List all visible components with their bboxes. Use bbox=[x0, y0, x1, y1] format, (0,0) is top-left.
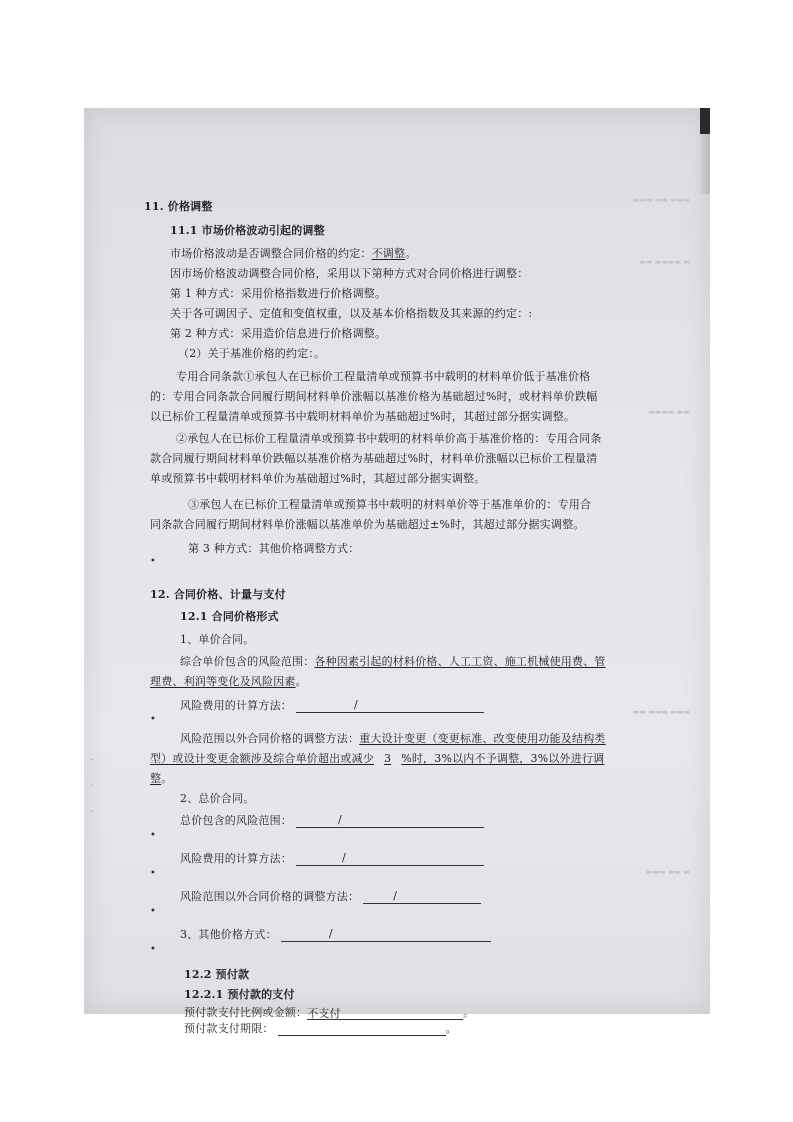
prepay-period-dot: 。 bbox=[445, 1022, 457, 1035]
total-risk-scope-label: 总价包含的风险范围： bbox=[180, 814, 292, 827]
slash-mark: / bbox=[338, 813, 342, 826]
unit-adjust-suffix: 。 bbox=[161, 772, 173, 785]
total-price-contract: 2、总价合同。 bbox=[180, 792, 255, 805]
section-11-1-title: 11.1 市场价格波动引起的调整 bbox=[170, 224, 325, 237]
document-photo bbox=[84, 108, 710, 1035]
method-1: 第 1 种方式：采用价格指数进行价格调整。 bbox=[170, 287, 387, 300]
base-price-agreement: （2）关于基准价格的约定：。 bbox=[178, 347, 326, 360]
total-risk-fee-blank bbox=[296, 853, 484, 866]
clause-3-line-2: 同条款合同履行期间材料单价涨幅以基准单价为基础超过±%时，其超过部分据实调整。 bbox=[150, 518, 585, 531]
method-2: 第 2 种方式：采用造价信息进行价格调整。 bbox=[170, 327, 387, 340]
section-12-2-title: 12.2 预付款 bbox=[184, 968, 250, 981]
other-price-method bbox=[180, 926, 491, 942]
prepay-period bbox=[184, 1020, 457, 1036]
bullet-dot: • bbox=[150, 830, 156, 841]
bleed-through: ▬▬▬ ▬▬ ▬▬▬ bbox=[632, 196, 690, 204]
clause-1-line-2: 的：专用合同条款合同履行期间材料单价涨幅以基准价格为基础超过%时，或材料单价跌幅 bbox=[150, 390, 598, 403]
slash-mark: / bbox=[393, 889, 398, 902]
unit-adjust-line-3 bbox=[150, 770, 172, 786]
prepay-period-blank bbox=[278, 1023, 446, 1036]
clause-1-line-1: 专用合同条款①承包人在已标价工程量清单或预算书中载明的材料单价低于基准价格 bbox=[176, 370, 591, 383]
clause-1-line-3: 以已标价工程量清单或预算书中载明材料单价为基础超过%时，其超过部分据实调整。 bbox=[150, 410, 576, 423]
bleed-through: ▬▬▬ ▬▬ ▬ bbox=[645, 868, 690, 876]
unit-risk-fee-label: 风险费用的计算方法： bbox=[180, 699, 292, 712]
unit-adjust-value-end: 整 bbox=[150, 772, 162, 785]
photo-edge-gradient bbox=[700, 134, 710, 194]
prepay-ratio-blank bbox=[307, 1007, 463, 1020]
total-risk-scope bbox=[180, 812, 484, 828]
total-adjust-label: 风险范围以外合同价格的调整方法： bbox=[180, 890, 360, 903]
unit-adjust-value-rest: %时，3%以内不予调整，3%以外进行调 bbox=[401, 752, 605, 765]
prepay-ratio-value: 不支付 bbox=[307, 1007, 341, 1020]
method-3: 第 3 种方式：其他价格调整方式： bbox=[188, 542, 360, 555]
clause-2-line-1: ②承包人在已标价工程量清单或预算书中载明的材料单价高于基准价格的：专用合同条 bbox=[176, 432, 602, 445]
unit-risk-scope-value-cont: 理费、利润等变化及风险因素 bbox=[150, 675, 296, 688]
section-11-title: 11. 价格调整 bbox=[144, 200, 213, 213]
section-12-2-1-title: 12.2.1 预付款的支付 bbox=[184, 988, 295, 1001]
bullet-dot: • bbox=[150, 714, 156, 725]
binding-holes: · · · bbox=[90, 755, 94, 818]
bullet-dot: • bbox=[150, 944, 156, 955]
prepay-period-label: 预付款支付期限： bbox=[184, 1022, 274, 1035]
bleed-through: ▬▬ ▬▬▬▬ ▬ bbox=[639, 258, 690, 266]
agreement-label: 市场价格波动是否调整合同价格的约定： bbox=[170, 247, 372, 260]
unit-adjust-line-1 bbox=[180, 730, 606, 746]
section-12-title: 12. 合同价格、计量与支付 bbox=[150, 588, 286, 601]
bullet-dot: • bbox=[150, 906, 156, 917]
unit-adjust-percent: 3 bbox=[384, 752, 392, 765]
agreement-value: 不调整 bbox=[371, 247, 406, 260]
prepay-ratio-dot: 。 bbox=[463, 1006, 475, 1019]
slash-mark: / bbox=[328, 927, 333, 940]
section-12-1-title: 12.1 合同价格形式 bbox=[180, 610, 279, 623]
factors-agreement: 关于各可调因子、定值和变值权重，以及基本价格指数及其来源的约定：: bbox=[170, 307, 533, 320]
unit-adjust-value: 重大设计变更（变更标准、改变使用功能及结构类 bbox=[359, 732, 606, 745]
unit-risk-scope-value: 各种因素引起的材料价格、人工工资、施工机械使用费、管 bbox=[314, 655, 606, 668]
total-risk-scope-blank bbox=[296, 815, 484, 828]
unit-risk-scope-line-1 bbox=[180, 653, 606, 669]
prepay-ratio-label: 预付款支付比例或金额： bbox=[184, 1006, 308, 1019]
total-risk-fee-calc bbox=[180, 850, 484, 866]
total-risk-fee-label: 风险费用的计算方法： bbox=[180, 852, 292, 865]
unit-risk-scope-line-2 bbox=[150, 673, 307, 689]
bullet-dot: • bbox=[150, 556, 156, 567]
unit-risk-fee-calc bbox=[180, 697, 484, 713]
slash-mark: / bbox=[354, 698, 358, 711]
unit-risk-scope-label: 综合单价包含的风险范围： bbox=[180, 655, 315, 668]
price-adjust-agreement bbox=[170, 245, 416, 261]
unit-risk-scope-suffix: 。 bbox=[295, 675, 307, 688]
agreement-suffix: 。 bbox=[405, 247, 417, 260]
bullet-dot: • bbox=[150, 868, 156, 879]
prepay-ratio bbox=[184, 1004, 474, 1020]
clause-3-line-1: ③承包人在已标价工程量清单或预算书中载明的材料单价等于基准单价的：专用合 bbox=[188, 498, 592, 511]
photo-edge-shadow bbox=[700, 108, 710, 134]
total-adjust-blank bbox=[363, 891, 481, 904]
clause-2-line-2: 款合同履行期间材料单价跌幅以基准价格为基础超过%时，材料单价涨幅以已标价工程量清 bbox=[150, 452, 598, 465]
slash-mark: / bbox=[342, 851, 346, 864]
bleed-through: ▬▬▬▬ ▬▬ bbox=[648, 408, 690, 416]
unit-adjust-line-2 bbox=[150, 750, 604, 766]
unit-adjust-label: 风险范围以外合同价格的调整方法： bbox=[180, 732, 360, 745]
unit-risk-fee-blank bbox=[296, 700, 484, 713]
unit-price-contract: 1、单价合同。 bbox=[180, 633, 255, 646]
bleed-through: ▬▬ ▬▬▬ ▬▬▬ bbox=[632, 708, 690, 716]
other-price-label: 3、其他价格方式： bbox=[180, 928, 277, 941]
other-price-blank bbox=[281, 929, 491, 942]
unit-adjust-value-cont: 型）或设计变更金额涉及综合单价超出或减少 bbox=[150, 752, 374, 765]
method-intro: 因市场价格波动调整合同价格，采用以下第种方式对合同价格进行调整： bbox=[170, 267, 529, 280]
clause-2-line-3: 单或预算书中载明材料单价为基础超过%时，其超过部分据实调整。 bbox=[150, 472, 486, 485]
total-adjust-method bbox=[180, 888, 481, 904]
